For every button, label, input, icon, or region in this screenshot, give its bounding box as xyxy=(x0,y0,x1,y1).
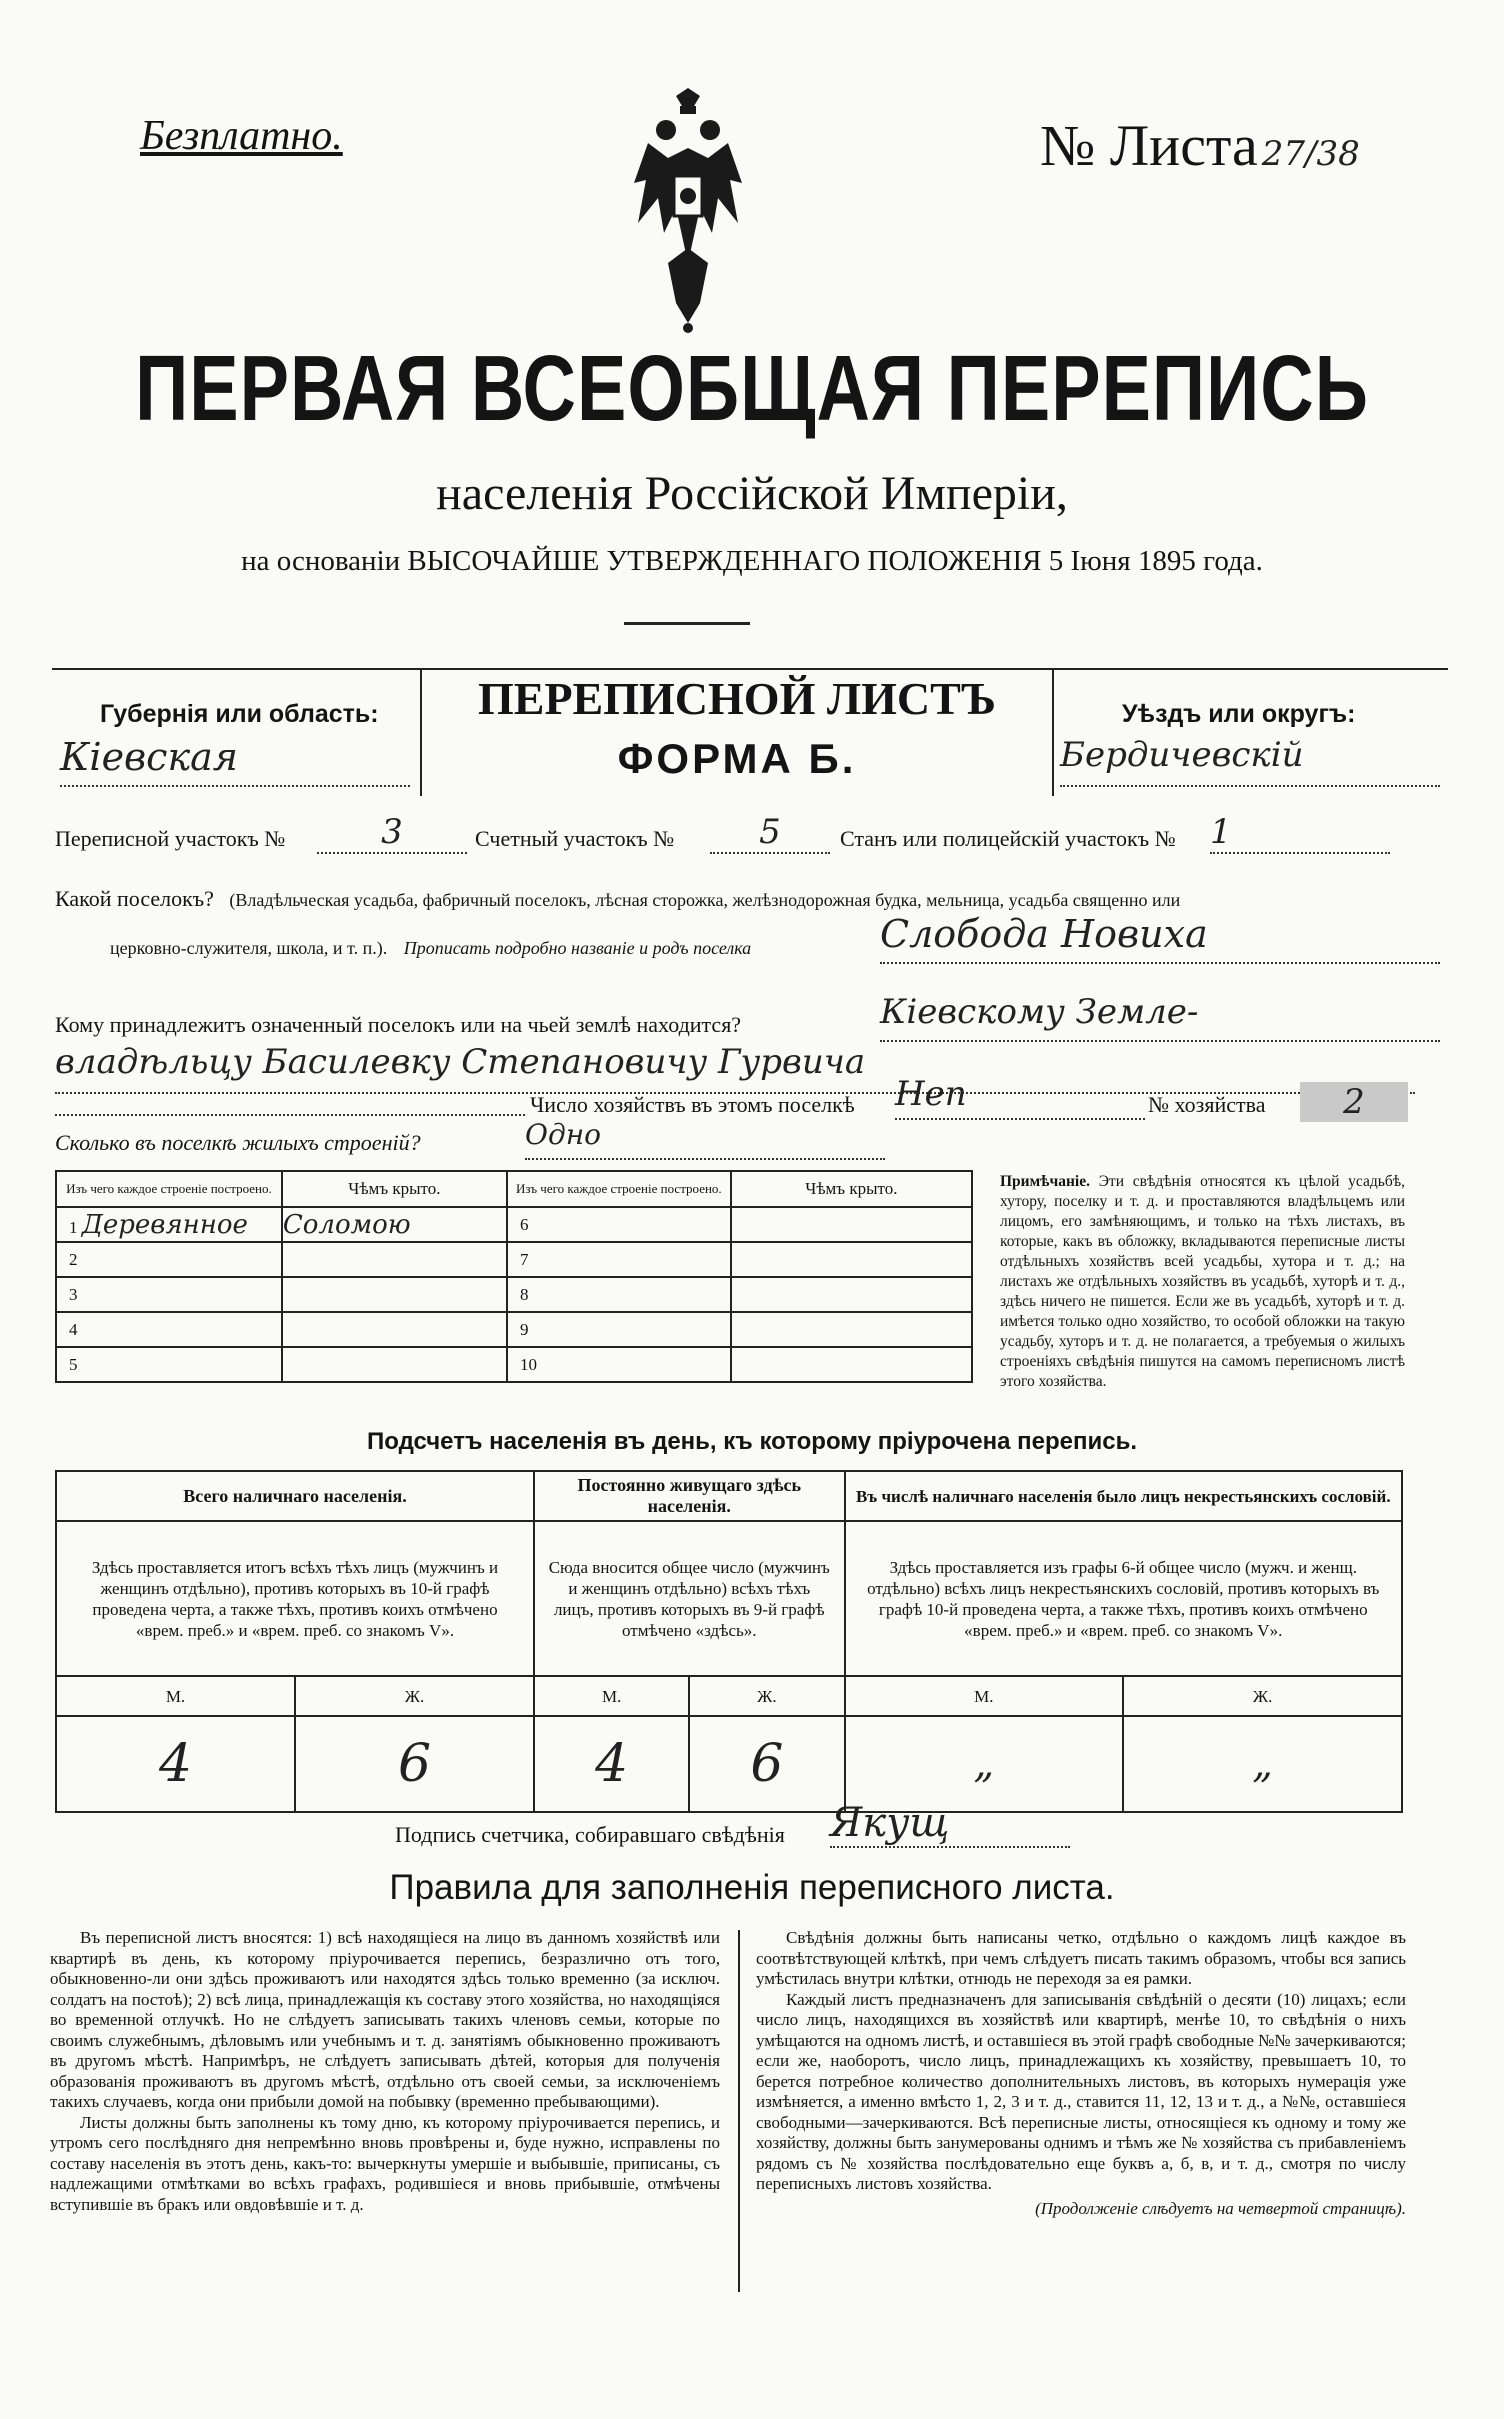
households-blank xyxy=(55,1100,525,1116)
roof-cell: Соломою xyxy=(282,1207,507,1242)
roof-cell xyxy=(282,1277,507,1312)
m-header: М. xyxy=(845,1676,1124,1716)
material-cell: 3 xyxy=(56,1277,282,1312)
roof-cell xyxy=(731,1242,972,1277)
material-cell: 2 xyxy=(56,1242,282,1277)
settlement-label: Какой поселокъ? xyxy=(55,886,214,911)
count-value: 6 xyxy=(689,1716,844,1812)
divider xyxy=(624,622,750,625)
roof-cell xyxy=(731,1277,972,1312)
roof-cell xyxy=(282,1242,507,1277)
count-col1-title: Всего наличнаго населенія. xyxy=(56,1471,534,1521)
note-label: Примѣчаніе. xyxy=(1000,1173,1090,1190)
col-material-2: Изъ чего каждое строеніе построено. xyxy=(507,1171,731,1207)
owner-value2: владѣльцу Басилевку Степановичу Гурвича xyxy=(55,1042,1415,1094)
col-roof-2: Чѣмъ крыто. xyxy=(731,1171,972,1207)
sheet-title: ПЕРЕПИСНОЙ ЛИСТЪ xyxy=(477,673,997,724)
rules-continued: (Продолженіе слѣдуетъ на четвертой страницѣ). xyxy=(1035,2198,1406,2218)
material-cell: 7 xyxy=(507,1242,731,1277)
sheet-number-label: № Листа xyxy=(1040,113,1258,178)
coat-of-arms-icon xyxy=(628,88,748,333)
material-cell: 6 xyxy=(507,1207,731,1242)
count-col2-title: Постоянно живущаго здѣсь населенія. xyxy=(534,1471,845,1521)
owner-label: Кому принадлежитъ означенный поселокъ или на чьей землѣ находится? xyxy=(55,1012,742,1037)
zh-header: Ж. xyxy=(295,1676,534,1716)
count-area-label: Счетный участокъ № xyxy=(475,826,675,851)
settlement-value: Слобода Новиха xyxy=(880,912,1440,964)
count-col3-text: Здѣсь проставляется изъ графы 6-й общее число (мужч. и женщ. отдѣльно) всѣхъ лицъ некрестьянскихъ сословій, противъ которыхъ въ графѣ 10-й проведена черта, а также тѣхъ, противъ коихъ отмѣчено «врем. преб.» и «врем. преб. со знакомъ V». xyxy=(845,1521,1402,1676)
settlement-hint2: церковно-служителя, школа, и т. п.). xyxy=(110,938,388,958)
count-table xyxy=(55,1470,1403,1813)
stan-value: 1 xyxy=(1210,812,1390,854)
count-value: 6 xyxy=(295,1716,534,1812)
roof-cell xyxy=(731,1347,972,1382)
material-cell: 10 xyxy=(507,1347,731,1382)
material-cell: 4 xyxy=(56,1312,282,1347)
count-col1-text: Здѣсь проставляется итогъ всѣхъ тѣхъ лицъ (мужчинъ и женщинъ отдѣльно), противъ которыхъ въ 10-й графѣ проведена черта, а также тѣхъ, противъ коихъ отмѣчено «врем. преб.» и «врем. преб. со знакомъ V». xyxy=(56,1521,534,1676)
count-value: 4 xyxy=(534,1716,689,1812)
form-header-right-sep xyxy=(1052,668,1054,796)
rules-left-p1: Въ переписной листъ вносятся: 1) всѣ находящіеся на лицо въ данномъ хозяйствѣ или квартирѣ въ день, къ которому пріурочивается перепись, безразлично отъ того, обыкновенно-ли они здѣсь проживаютъ или находятся здѣсь только временно (за исключ. солдатъ на постоѣ); 2) всѣ лица, принадлежащія къ составу этого хозяйства, но находящіяся во временной отлучкѣ. Но не слѣдуетъ записывать такихъ членовъ семьи, которые по своимъ служебнымъ, дѣловымъ или учебнымъ и т. д. занятіямъ обыкновенно проживаютъ въ другомъ мѣстѣ. Напримѣръ, не слѣдуетъ записывать дѣтей, которыя для полученія образованія проживаютъ въ другомъ мѣстѣ, отдѣльно отъ своей семьи, за исключеніемъ такихъ случаевъ, когда они прибыли домой на побывку (временно пребывающими). xyxy=(50,1928,720,2111)
settlement-row xyxy=(55,886,1450,912)
m-header: М. xyxy=(56,1676,295,1716)
count-value: „ xyxy=(845,1716,1124,1812)
material-cell: 9 xyxy=(507,1312,731,1347)
subtitle: населенія Россійской Имперіи, xyxy=(436,467,1068,520)
owner-value1: Кіевскому Земле- xyxy=(880,992,1440,1042)
roof-cell xyxy=(282,1312,507,1347)
buildings-value: Одно xyxy=(525,1118,885,1160)
main-title: ПЕРВАЯ ВСЕОБЩАЯ ПЕРЕПИСЬ xyxy=(135,336,1369,440)
census-area-label: Переписной участокъ № xyxy=(55,826,286,851)
rules-right-p1: Свѣдѣнія должны быть написаны четко, отдѣльно о каждомъ лицѣ каждое въ соотвѣтствующей клѣткѣ, при чемъ слѣдуетъ писать такимъ образомъ, чтобы вся запись умѣстилась внутри клѣтки, отнюдь не переходя за ея рамки. xyxy=(756,1928,1406,1988)
count-col3-title: Въ числѣ наличнаго населенія было лицъ некрестьянскихъ сословій. xyxy=(845,1471,1402,1521)
household-no-label: № хозяйства xyxy=(1148,1092,1266,1117)
guberniya-label: Губернія или область: xyxy=(100,700,379,728)
rules-right xyxy=(756,1928,1406,2219)
material-cell: 1 Деревянное xyxy=(56,1207,282,1242)
signature-label: Подпись счетчика, собиравшаго свѣдѣнія xyxy=(395,1822,785,1847)
col-roof: Чѣмъ крыто. xyxy=(282,1171,507,1207)
uezd-value: Бердичевскій xyxy=(1060,735,1440,787)
zh-header: Ж. xyxy=(689,1676,844,1716)
buildings-label: Сколько въ поселкѣ жилыхъ строеній? xyxy=(55,1130,421,1155)
settlement-hint: (Владѣльческая усадьба, фабричный поселокъ, лѣсная сторожка, желѣзнодорожная будка, мельница, усадьба священно или xyxy=(229,890,1181,910)
census-area-value: 3 xyxy=(317,812,467,854)
roof-cell xyxy=(731,1207,972,1242)
table-row xyxy=(56,1347,972,1382)
form-name: ФОРМА Б. xyxy=(617,735,857,782)
uezd-label: Уѣздъ или округъ: xyxy=(1122,700,1356,728)
col-material: Изъ чего каждое строеніе построено. xyxy=(56,1171,282,1207)
free-label: Безплатно. xyxy=(140,113,343,159)
table-row xyxy=(56,1242,972,1277)
m-header: М. xyxy=(534,1676,689,1716)
table-row xyxy=(56,1207,972,1242)
census-area-row xyxy=(55,812,1450,866)
household-no-value: 2 xyxy=(1300,1082,1408,1122)
rules-left-p2: Листы должны быть заполнены къ тому дню, къ которому пріурочивается перепись, и утромъ сего послѣдняго дня непремѣнно вновь провѣрены и, буде нужно, исправлены по составу населенія въ этотъ день, какъ-то: вычеркнуты умершіе и выбывшіе, приписаны, съ надлежащими отмѣтками во всѣхъ графахъ, родившіеся и вновь прибывшіе, отмѣчены вступившіе въ бракъ или овдовѣвшіе и т. д. xyxy=(50,2112,720,2214)
rules-divider xyxy=(738,1930,740,2292)
roof-cell xyxy=(282,1347,507,1382)
count-col2-text: Сюда вносится общее число (мужчинъ и женщинъ отдѣльно) всѣхъ тѣхъ лицъ, противъ которыхъ въ 9-й графѣ отмѣчено «здѣсь». xyxy=(534,1521,845,1676)
sheet-number xyxy=(1040,112,1360,179)
note-text: Эти свѣдѣнія относятся къ цѣлой усадьбѣ, хутору, поселку и т. д. и проставляются владѣльцемъ или лицомъ, его замѣняющимъ, и только на тѣхъ листахъ, въ которые, какъ въ обложку, вкладываются переписные листы отдѣльныхъ хозяйствъ всей усадьбы, хутора и т. д.; на листахъ же отдѣльныхъ хозяйствъ въ усадьбѣ, хуторѣ и т. д., здѣсь ничего не пишется. Если же въ усадьбѣ, хуторѣ и т. д. имѣется только одно хозяйство, то особой обложки на такую усадьбу, хуторъ и т. д. не полагается, а требуемыя о жилыхъ строеніяхъ свѣдѣнія пишутся на самомъ переписномъ листѣ этого хозяйства. xyxy=(1000,1173,1405,1390)
material-cell: 8 xyxy=(507,1277,731,1312)
guberniya-value: Кіевская xyxy=(60,735,410,787)
table-row xyxy=(56,1312,972,1347)
count-value: „ xyxy=(1123,1716,1402,1812)
count-title: Подсчетъ населенія въ день, къ которому пріурочена перепись. xyxy=(367,1428,1137,1455)
rules-left xyxy=(50,1928,720,2215)
material-cell: 5 xyxy=(56,1347,282,1382)
rules-title: Правила для заполненія переписного листа. xyxy=(389,1868,1115,1907)
stan-label: Станъ или полицейскій участокъ № xyxy=(840,826,1176,851)
settlement-instr: Прописать подробно названіе и родъ поселка xyxy=(403,938,752,958)
zh-header: Ж. xyxy=(1123,1676,1402,1716)
table-row xyxy=(56,1277,972,1312)
signature-value: Якущ xyxy=(830,1800,1070,1848)
households-label: Число хозяйствъ въ этомъ поселкѣ xyxy=(530,1092,855,1117)
sheet-number-value: 27/38 xyxy=(1261,134,1360,174)
note-block xyxy=(1000,1172,1405,1392)
basis-line: на основаніи ВЫСОЧАЙШЕ УТВЕРЖДЕННАГО ПОЛОЖЕНІЯ 5 Іюня 1895 года. xyxy=(241,545,1263,577)
count-value: 4 xyxy=(56,1716,295,1812)
count-area-value: 5 xyxy=(710,812,830,854)
buildings-table xyxy=(55,1170,973,1383)
households-value: Неп xyxy=(895,1074,1145,1120)
roof-cell xyxy=(731,1312,972,1347)
rules-right-p2: Каждый листъ предназначенъ для записыванія свѣдѣній о десяти (10) лицахъ; если число лицъ, находящихся въ хозяйствѣ или квартирѣ, менѣе 10, то свѣдѣнія о нихъ умѣщаются на одномъ листѣ, и оставшіеся въ этой графѣ свободные №№ зачеркиваются; если же, наоборотъ, число лицъ, принадлежащихъ къ хозяйству, превышаетъ 10, то берется потребное количество дополнительныхъ листовъ, въ которыхъ нумерація уже измѣняется, а именно вмѣсто 1, 2, 3 и т. д., ставится 11, 12, 13 и т. д., а №№, оставшіеся свободными—зачеркиваются. Всѣ переписные листы, относящіеся къ одному и тому же хозяйству, должны быть занумерованы однимъ и тѣмъ же № хозяйства съ прибавленіемъ рядомъ съ № хозяйства послѣдовательно еще буквъ а, б, в, и т. д., смотря по числу переписныхъ листовъ хозяйства. xyxy=(756,1989,1406,2193)
